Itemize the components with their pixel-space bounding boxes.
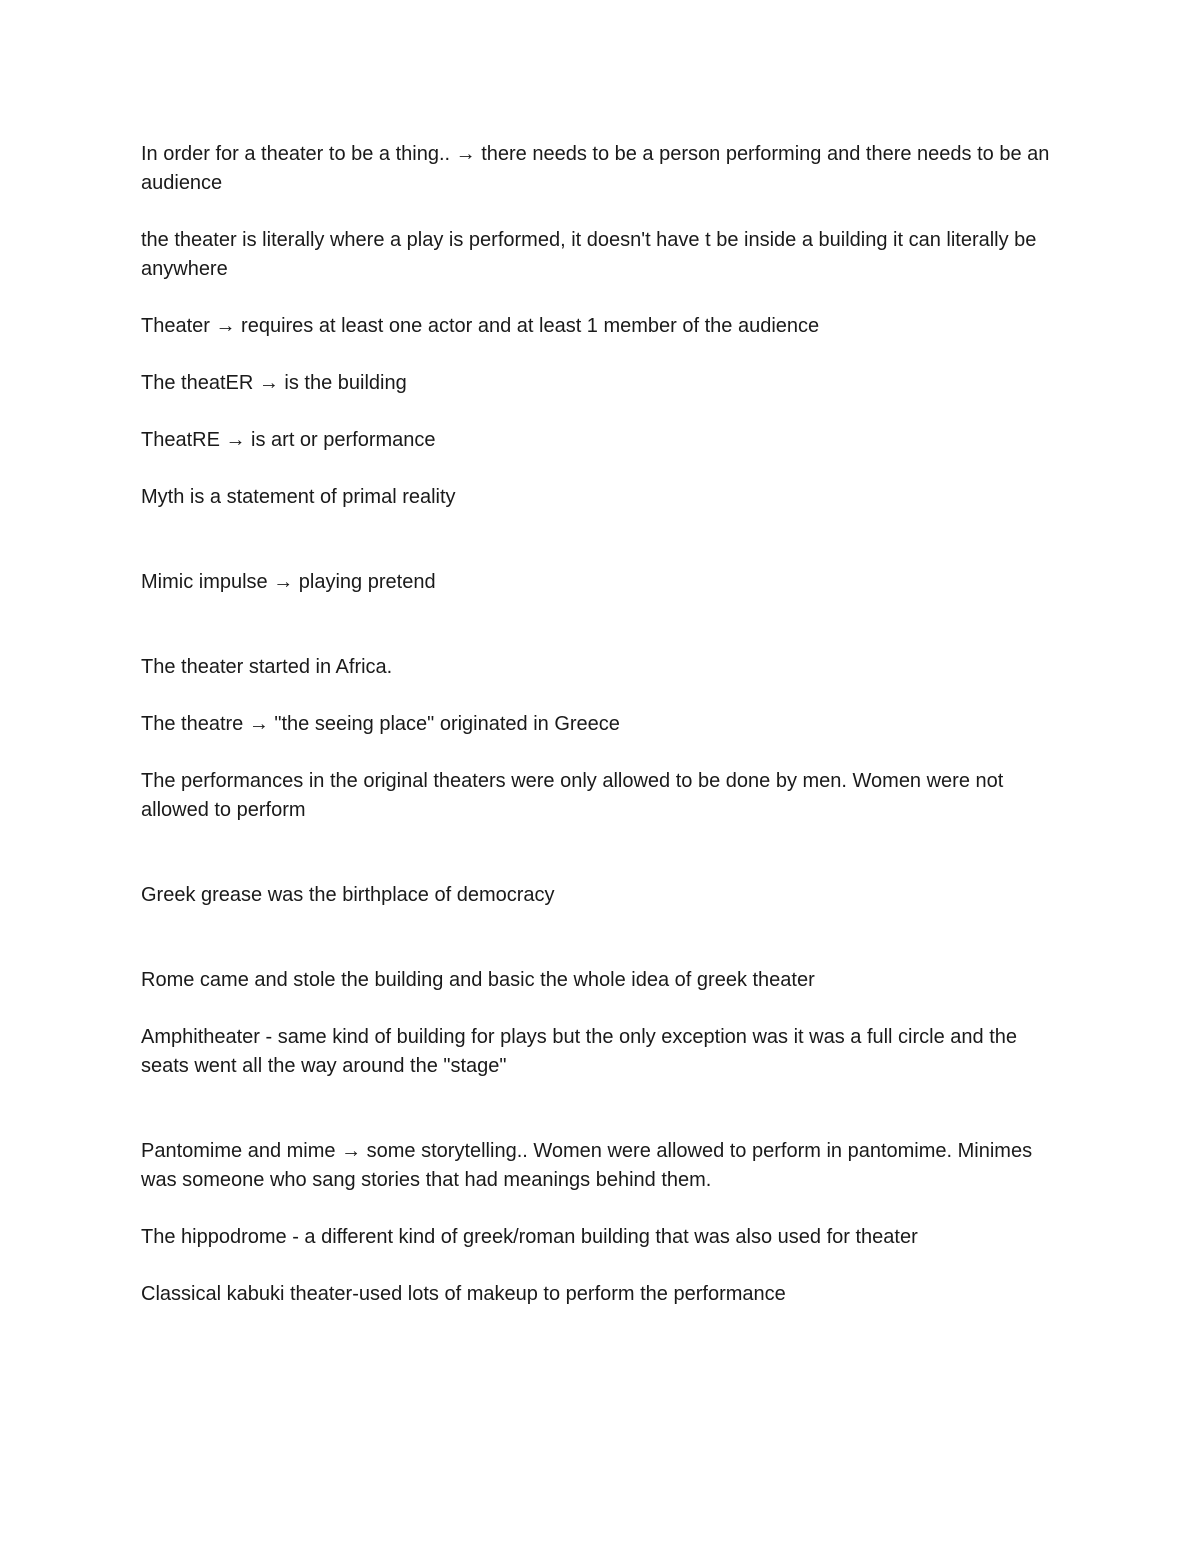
paragraph-theater-definition: Theater → requires at least one actor and at least 1 member of the audience (141, 315, 820, 337)
paragraph-mimic-impulse: Mimic impulse → playing pretend (141, 571, 436, 593)
paragraph-rome: Rome came and stole the building and basic the whole idea of greek theater (141, 969, 815, 991)
paragraph-kabuki: Classical kabuki theater-used lots of makeup to perform the performance (141, 1283, 786, 1305)
paragraph-original-performances: The performances in the original theaters were only allowed to be done by men. Women were not allowed to perform (141, 770, 1004, 821)
paragraph-hippodrome: The hippodrome - a different kind of greek/roman building that was also used for theater (141, 1226, 918, 1248)
paragraph-theatre-art: TheatRE → is art or performance (141, 429, 436, 451)
paragraph-theater-building: The theatER → is the building (141, 372, 407, 394)
paragraph-pantomime: Pantomime and mime → some storytelling.. Women were allowed to perform in pantomime. Minimes was someone who sang stories that had meanings behind them. (141, 1140, 1033, 1191)
paragraph-theater-requirements: In order for a theater to be a thing.. → there needs to be a person performing and there needs to be an audience (141, 143, 1050, 194)
document-body (141, 140, 1066, 1337)
paragraph-democracy: Greek grease was the birthplace of democracy (141, 884, 555, 906)
paragraph-africa: The theater started in Africa. (141, 656, 393, 678)
paragraph-myth: Myth is a statement of primal reality (141, 486, 456, 508)
paragraph-amphitheater: Amphitheater - same kind of building for plays but the only exception was it was a full circle and the seats went all the way around the "stage" (141, 1026, 1018, 1077)
paragraph-seeing-place: The theatre → "the seeing place" originated in Greece (141, 713, 620, 735)
paragraph-theater-location: the theater is literally where a play is performed, it doesn't have t be inside a building it can literally be anywhere (141, 229, 1037, 280)
